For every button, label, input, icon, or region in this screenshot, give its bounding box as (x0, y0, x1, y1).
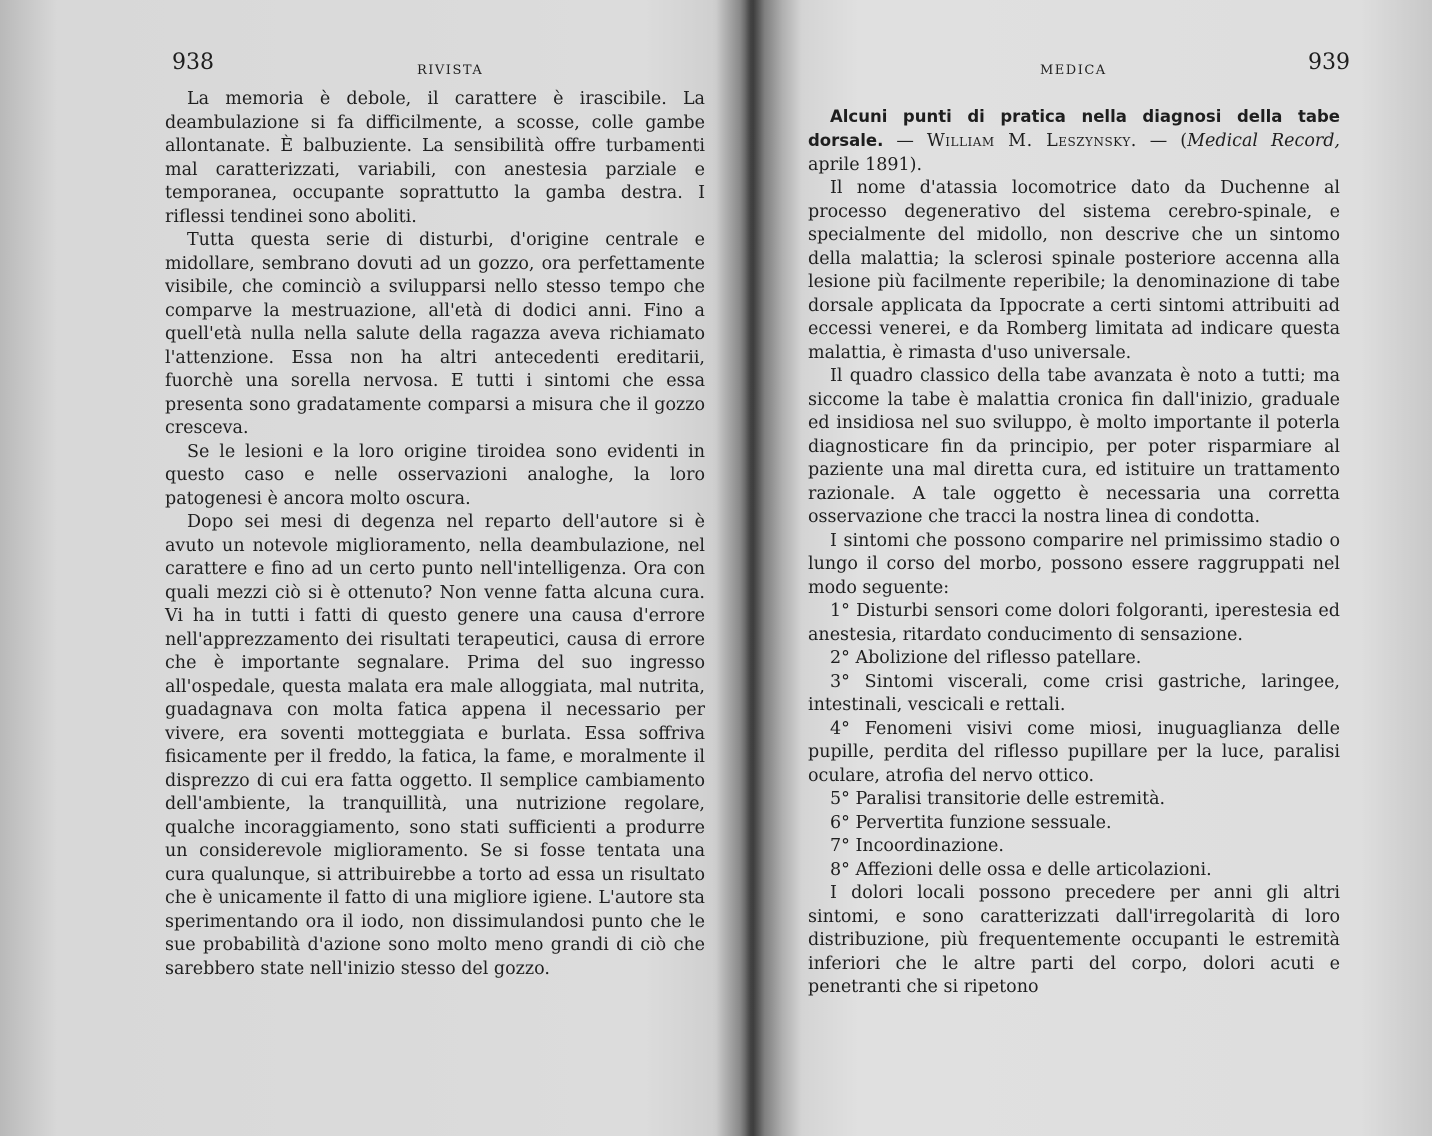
paragraph: La memoria è debole, il carattere è irascibile. La deambulazione si fa difficilmente, a scosse, colle gambe allontanate. È balbuziente. La sensibilità offre turbamenti mal caratterizzati, variabili, con anestesia parziale e temporanea, occupante soprattutto la gamba destra. I riflessi tendinei sono aboliti. (165, 89, 705, 227)
list-item: 1° Disturbi sensori come dolori folgoranti, iperestesia ed anestesia, ritardato conducimento di sensazione. (808, 601, 1340, 645)
right-running-head (810, 50, 1350, 80)
list-item: 2° Abolizione del riflesso patellare. (830, 648, 1142, 668)
page-number-left: 938 (172, 50, 214, 75)
article-author: William M. Leszynsky. (926, 131, 1137, 151)
page-number-right: 939 (1308, 50, 1350, 75)
article-heading (808, 105, 1340, 177)
running-head-medica: MEDICA (1040, 63, 1107, 78)
article-date: aprile 1891). (808, 155, 923, 175)
paragraph: Dopo sei mesi di degenza nel reparto dell'autore si è avuto un notevole miglioramento, nella deambulazione, nel carattere e fino ad un certo punto nell'intelligenza. Ora con quali mezzi ciò si è ottenuto? Non venne fatta alcuna cura. Vi ha in tutti i fatti di questo genere una causa d'errore nell'apprezzamento dei risultati terapeutici, causa di errore che è importante segnalare. Prima del suo ingresso all'ospedale, questa malata era male alloggiata, mal nutrita, guadagnava con molta fatica appena il necessario per vivere, era soventi motteggiata e burlata. Essa soffriva fisicamente per il freddo, la fatica, la fame, e moralmente il disprezzo di cui era fatta oggetto. Il semplice cambiamento dell'ambiente, la tranquillità, una nutrizione regolare, qualche incoraggiamento, sono stati sufficienti a produrre un considerevole miglioramento. Se si fosse tentata una cura qualunque, si attribuirebbe a torto ad essa un risultato che è unicamente il fatto di una migliore igiene. L'autore sta sperimentando ora il iodo, non dissimulandosi punto che le sue probabilità d'azione sono molto meno grandi di ciò che sarebbero state nell'inizio stesso del gozzo. (165, 512, 705, 979)
article-source: Medical Record, (1187, 131, 1340, 151)
paragraph: I sintomi che possono comparire nel primissimo stadio o lungo il corso del morbo, possono essere raggruppati nel modo seguente: (808, 530, 1340, 598)
paragraph: I dolori locali possono precedere per anni gli altri sintomi, e sono caratterizzati dall'irregolarità di loro distribuzione, più frequentemente occupanti le estremità inferiori che le altre parti del corpo, dolori acuti e penetranti che si ripetono (808, 883, 1340, 997)
left-text-column (165, 88, 705, 981)
list-item: 8° Affezioni delle ossa e delle articolazioni. (830, 859, 1212, 880)
dash: — ( (1136, 131, 1188, 151)
article-title: Alcuni punti di pratica nella diagnosi della tabe dorsale. (808, 107, 1340, 150)
paragraph: Se le lesioni e la loro origine tiroidea sono evidenti in questo caso e nelle osservazioni analoghe, la loro patogenesi è ancora molto oscura. (165, 441, 705, 509)
dash: — (883, 131, 927, 151)
list-item: 7° Incoordinazione. (830, 836, 1004, 856)
right-page (760, 0, 1432, 1136)
right-text-column (808, 105, 1340, 1000)
paragraph: Il nome d'atassia locomotrice dato da Duchenne al processo degenerativo del sistema cerebro-spinale, e specialmente del midollo, non descrive che un sintomo della malattia; la sclerosi spinale posteriore accenna alla lesione più facilmente reperibile; la denominazione di tabe dorsale applicata da Ippocrate a certi sintomi attribuiti ad eccessi venerei, e da Romberg limitata ad indicare questa malattia, è rimasta d'uso universale. (808, 178, 1340, 363)
running-head-rivista: RIVISTA (417, 63, 484, 78)
paragraph: Il quadro classico della tabe avanzata è noto a tutti; ma siccome la tabe è malattia cronica fin dall'inizio, graduale ed insidiosa nel suo sviluppo, è molto importante il poterla diagnosticare fin da principio, per poter risparmiare al paziente una mal diretta cura, ed istituire un trattamento razionale. A tale oggetto è necessaria una corretta osservazione che tracci la nostra linea di condotta. (808, 366, 1340, 527)
list-item: 5° Paralisi transitorie delle estremità. (830, 789, 1166, 809)
left-running-head (172, 50, 707, 80)
list-item: 3° Sintomi viscerali, come crisi gastriche, laringee, intestinali, vescicali e rettali. (808, 671, 1340, 715)
list-item: 4° Fenomeni visivi come miosi, inuguaglianza delle pupille, perdita del riflesso pupillare per la luce, paralisi oculare, atrofia del nervo ottico. (808, 718, 1340, 786)
paragraph: Tutta questa serie di disturbi, d'origine centrale e midollare, sembrano dovuti ad un gozzo, ora perfettamente visibile, che cominciò a svilupparsi nello stesso tempo che comparve la mestruazione, all'età di dodici anni. Fino a quell'età nulla nella salute della ragazza aveva richiamato l'attenzione. Essa non ha altri antecedenti ereditarii, fuorchè una sorella nervosa. E tutti i sintomi che essa presenta sono gradatamente comparsi a misura che il gozzo cresceva. (165, 230, 705, 438)
list-item: 6° Pervertita funzione sessuale. (830, 812, 1112, 833)
